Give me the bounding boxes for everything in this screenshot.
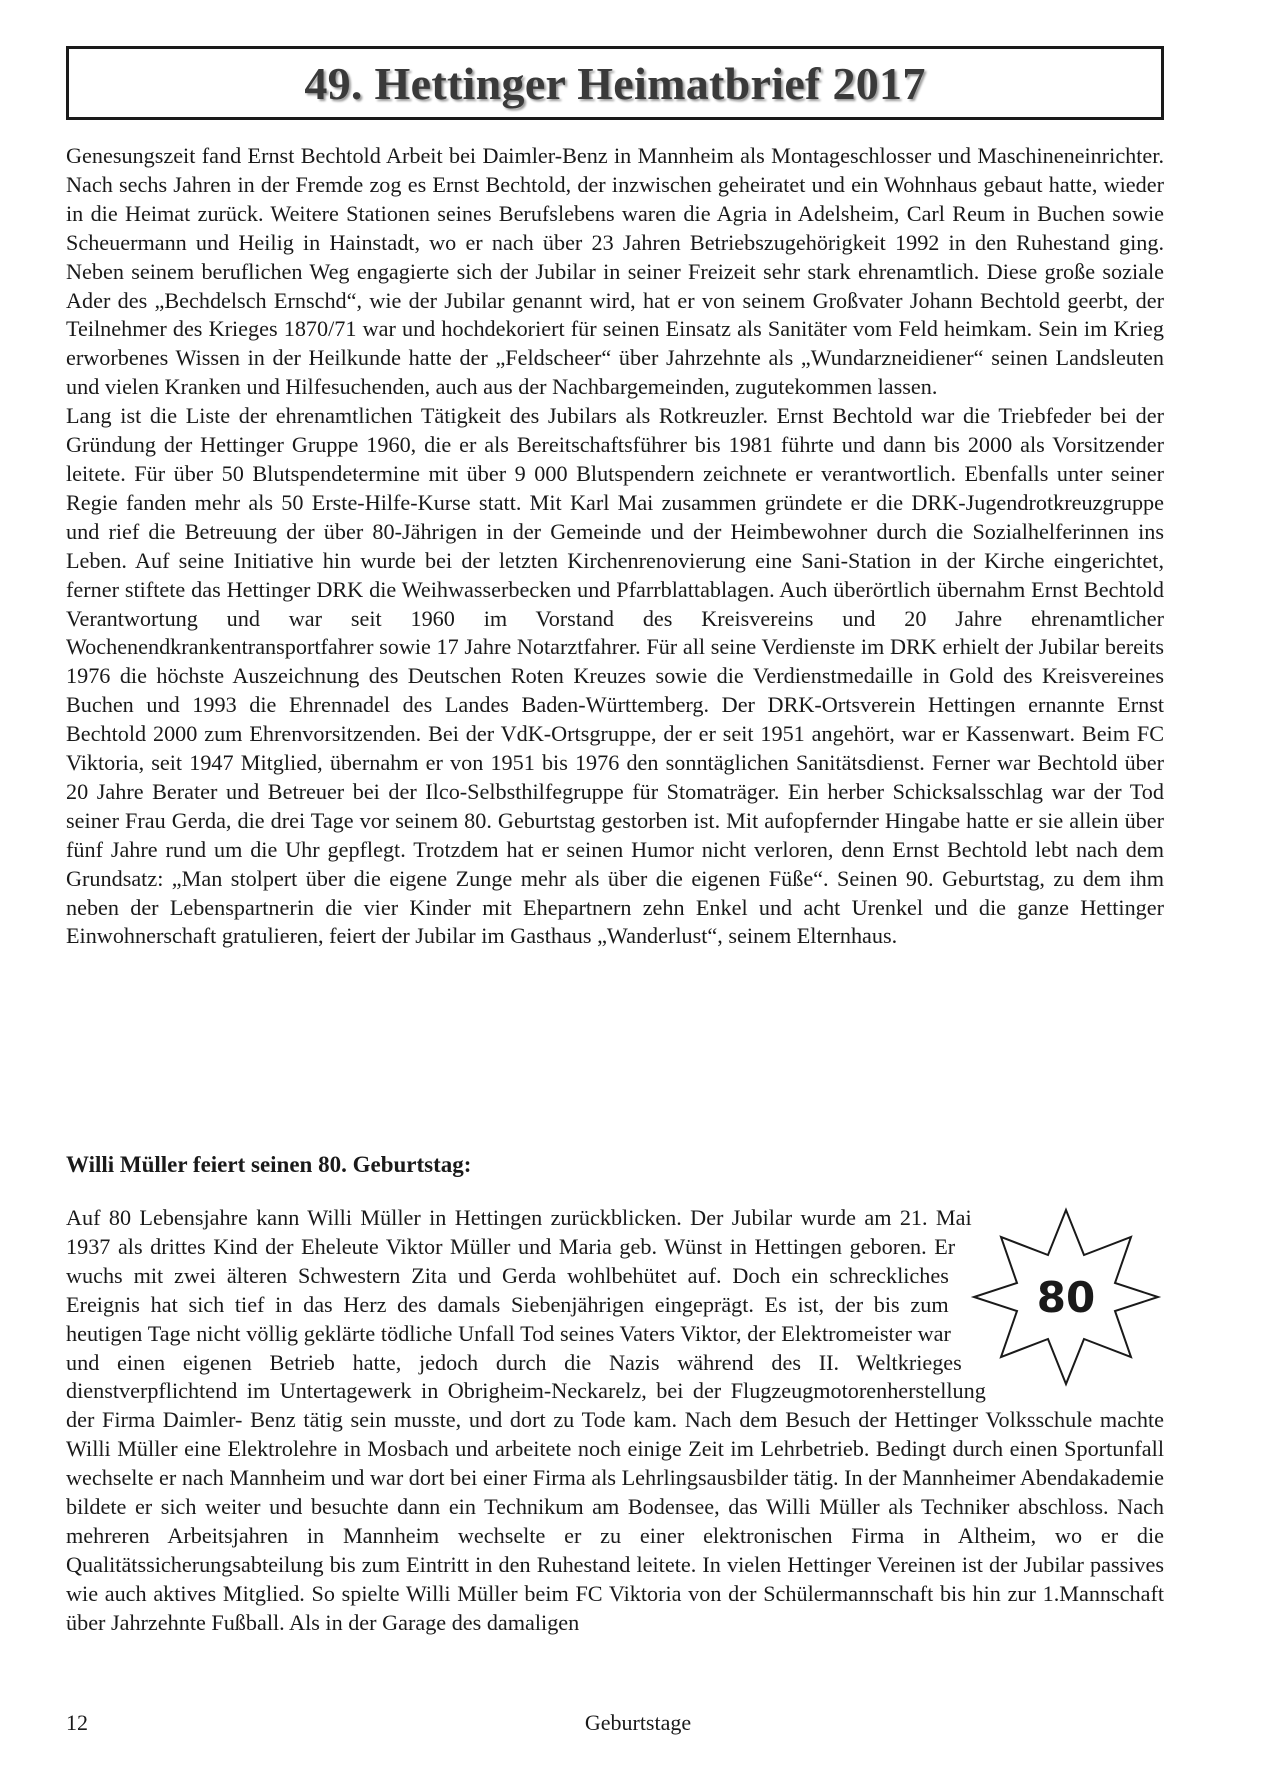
footer-section-title: Geburtstage xyxy=(584,1710,692,1735)
star-badge xyxy=(968,1204,1164,1390)
star-icon xyxy=(968,1204,1164,1390)
article-mueller xyxy=(66,1204,1164,1638)
paragraph-1: Genesungszeit fand Ernst Bechtold Arbeit bei Daimler-Benz in Mannheim als Montageschlosser und Maschineneinrichter. Nach sechs Jahren in der Fremde zog es Ernst Bechtold, der inzwischen geheiratet und ein Wohnhaus gebaut hatte, wieder in die Heimat zurück. Weitere Stationen seines Berufslebens waren die Agria in Adelsheim, Carl Reum in Buchen sowie Scheuermann und Heilig in Hainstadt, wo er nach über 23 Jahren Betriebszugehörigkeit 1992 in den Ruhestand ging. Neben seinem beruflichen Weg engagierte sich der Jubilar in seiner Freizeit sehr stark ehrenamtlich. Diese große soziale Ader des „Bechdelsch Ernschd“, wie der Jubilar genannt wird, hat er von seinem Großvater Johann Bechtold geerbt, der Teilnehmer des Krieges 1870/71 war und hochdekoriert für seinen Einsatz als Sanitäter vom Feld heimkam. Sein im Krieg erworbenes Wissen in der Heilkunde hatte der „Feldscheer“ über Jahrzehnte als „Wundarzneidiener“ seinen Landsleuten und vielen Kranken und Hilfesuchenden, auch aus der Nachbargemeinden, zugutekommen lassen. xyxy=(66,143,1164,400)
page-number: 12 xyxy=(66,1710,88,1735)
page-title: 49. Hettinger Heimatbrief 2017 xyxy=(304,57,926,109)
paragraph-3: Auf 80 Lebensjahre kann Willi Müller in Hettingen zurückblicken. Der Jubilar wurde am 21. Mai 1937 als drittes Kind der Eheleute Viktor Müller und Maria geb. Wünst in Hettingen geboren. Er wuchs mit zwei älteren Schwestern Zita und Gerda wohlbehütet auf. Doch ein schreckliches Ereignis hat sich tief in das Herz des damals Siebenjährigen eingeprägt. Es ist, der bis zum heutigen Tage nicht völlig geklärte tödliche Unfall Tod seines Vaters Viktor, der Elektromeister war und einen eigenen Betrieb hatte, jedoch durch die Nazis während des II. Weltkrieges dienstverpflichtend im Untertagewerk in Obrigheim-Neckarelz, bei der Flugzeugmotorenherstellung der Firma Daimler- Benz tätig sein musste, und dort zu Tode kam. Nach dem Besuch der Hettinger Volksschule machte Willi Müller eine Elektrolehre in Mosbach und arbeitete noch einige Zeit im Lehrbetrieb. Bedingt durch einen Sportunfall wechselte er nach Mannheim und war dort bei einer Firma als Lehrlingsausbilder tätig. In der Mannheimer Abendakademie bildete er sich weiter und besuchte dann ein Technikum am Bodensee, das Willi Müller als Techniker abschloss. Nach mehreren Arbeitsjahren in Mannheim wechselte er zu einer elektronischen Firma in Altheim, wo er die Qualitätssicherungsabteilung bis zum Eintritt in den Ruhestand leitete. In vielen Hettinger Vereinen ist der Jubilar passives wie auch aktives Mitglied. So spielte Willi Müller beim FC Viktoria von der Schülermannschaft bis hin zur 1.Mannschaft über Jahrzehnte Fußball. Als in der Garage des damaligen xyxy=(66,1205,1164,1635)
paragraph-2: Lang ist die Liste der ehrenamtlichen Tätigkeit des Jubilars als Rotkreuzler. Ernst Bechtold war die Triebfeder bei der Gründung der Hettinger Gruppe 1960, die er als Bereitschaftsführer bis 1981 führte und dann bis 2000 als Vorsitzender leitete. Für über 50 Blutspendetermine mit über 9 000 Blutspendern zeichnete er verantwortlich. Ebenfalls unter seiner Regie fanden mehr als 50 Erste-Hilfe-Kurse statt. Mit Karl Mai zusammen gründete er die DRK-Jugendrotkreuzgruppe und rief die Betreuung der über 80-Jährigen in der Gemeinde und der Heimbewohner durch die Sozialhelferinnen ins Leben. Auf seine Initiative hin wurde bei der letzten Kirchenrenovierung eine Sani-Station in der Kirche eingerichtet, ferner stiftete das Hettinger DRK die Weihwasserbecken und Pfarrblattablagen. Auch überörtlich übernahm Ernst Bechtold Verantwortung und war seit 1960 im Vorstand des Kreisvereins und 20 Jahre ehrenamtlicher Wochenendkrankentransportfahrer sowie 17 Jahre Notarztfahrer. Für all seine Verdienste im DRK erhielt der Jubilar bereits 1976 die höchste Auszeichnung des Deutschen Roten Kreuzes sowie die Verdienstmedaille in Gold des Kreisvereines Buchen und 1993 die Ehrennadel des Landes Baden-Württemberg. Der DRK-Ortsverein Hettingen ernannte Ernst Bechtold 2000 zum Ehrenvorsitzenden. Bei der VdK-Ortsgruppe, der er seit 1951 angehört, war er Kassenwart. Beim FC Viktoria, seit 1947 Mitglied, übernahm er von 1951 bis 1976 den sonntäglichen Sanitätsdienst. Ferner war Bechtold über 20 Jahre Berater und Betreuer bei der Ilco-Selbsthilfegruppe für Stomaträger. Ein herber Schicksalsschlag war der Tod seiner Frau Gerda, die drei Tage vor seinem 80. Geburtstag gestorben ist. Mit aufopfernder Hingabe hatte er sie allein über fünf Jahre rund um die Uhr gepflegt. Trotzdem hat er seinen Humor nicht verloren, denn Ernst Bechtold lebt nach dem Grundsatz: „Man stolpert über die eigene Zunge mehr als über die eigenen Füße“. Seinen 90. Geburtstag, zu dem ihm neben der Lebenspartnerin die vier Kinder mit Ehepartnern zehn Enkel und acht Urenkel und die ganze Hettinger Einwohnerschaft gratulieren, feiert der Jubilar im Gasthaus „Wanderlust“, seinem Elternhaus. xyxy=(66,403,1164,949)
star-label: 80 xyxy=(1036,1273,1096,1322)
header-box xyxy=(66,46,1164,120)
section-heading-mueller: Willi Müller feiert seinen 80. Geburtstag: xyxy=(66,1152,472,1177)
article-bechtold xyxy=(66,142,1164,951)
